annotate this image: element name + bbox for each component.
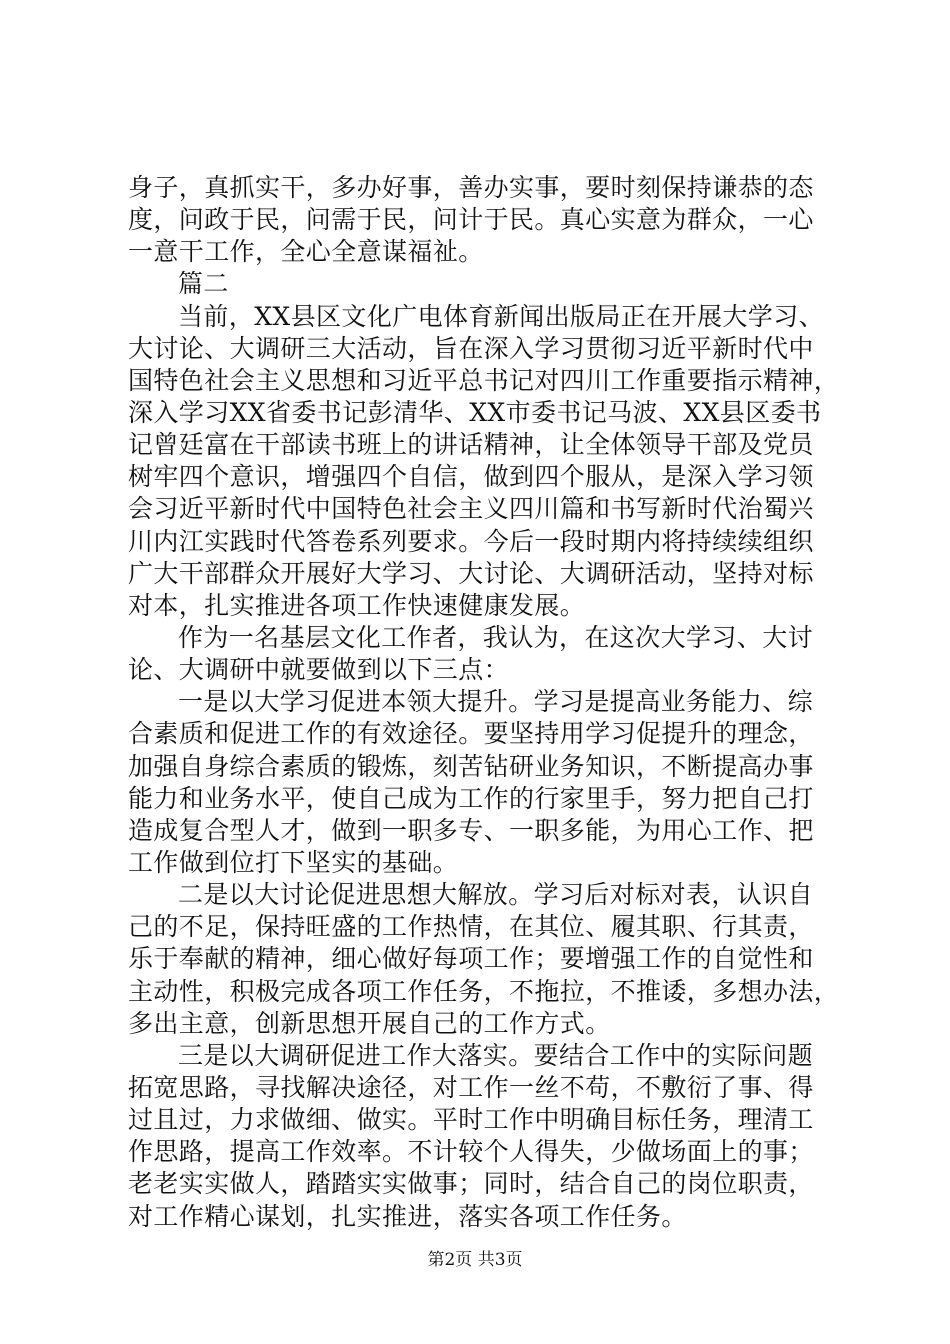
text-line: 对本，扎实推进各项工作快速健康发展。: [128, 590, 586, 620]
text-line: 身子，真抓实干，多办好事，善办实事，要时刻保持谦恭的态: [128, 173, 814, 202]
text-line: 工作做到位打下坚实的基础。: [128, 847, 459, 877]
text-line: 造成复合型人才，做到一职多专、一职多能，为用心工作、把: [128, 815, 814, 845]
text-line: 乐于奉献的精神，细心做好每项工作；要增强工作的自觉性和: [128, 944, 814, 974]
text-line: 一意干工作，全心全意谋福祉。: [128, 237, 484, 267]
text-line: 作为一名基层文化工作者，我认为，在这次大学习、大讨: [178, 622, 814, 652]
document-body: [128, 172, 840, 1233]
text-line: 会习近平新时代中国特色社会主义四川篇和书写新时代治蜀兴: [128, 494, 814, 524]
text-line: 川内江实践时代答卷系列要求。今后一段时期内将持续续组织: [128, 526, 814, 556]
text-line: 拓宽思路，寻找解决途径，对工作一丝不苟，不敷衍了事、得: [128, 1072, 814, 1102]
text-line: 大讨论、大调研三大活动，旨在深入学习贯彻习近平新时代中: [128, 333, 814, 363]
text-line: 多出主意，创新思想开展自己的工作方式。: [128, 1008, 611, 1038]
text-line: 深入学习XX省委书记彭清华、XX市委书记马波、XX县区委书: [128, 397, 822, 427]
text-line: 度，问政于民，问需于民，问计于民。真心实意为群众，一心: [128, 205, 814, 235]
text-line: 国特色社会主义思想和习近平总书记对四川工作重要指示精神，: [128, 365, 840, 395]
text-line: 老老实实做人，踏踏实实做事；同时，结合自己的岗位职责，: [128, 1169, 814, 1199]
text-line: 能力和业务水平，使自己成为工作的行家里手，努力把自己打: [128, 783, 814, 813]
text-line: 广大干部群众开展好大学习、大讨论、大调研活动，坚持对标: [128, 558, 814, 588]
text-line: 己的不足，保持旺盛的工作热情，在其位、履其职、行其责，: [128, 912, 814, 942]
text-line: 三是以大调研促进工作大落实。要结合工作中的实际问题: [178, 1040, 814, 1070]
text-line: 二是以大讨论促进思想大解放。学习后对标对表，认识自: [178, 880, 814, 910]
text-line: 对工作精心谋划，扎实推进，落实各项工作任务。: [128, 1201, 687, 1231]
text-line: 过且过，力求做细、做实。平时工作中明确目标任务，理清工: [128, 1105, 814, 1135]
section-heading: 篇二: [178, 269, 229, 299]
text-line: 记曾廷富在干部读书班上的讲话精神，让全体领导干部及党员: [128, 430, 814, 460]
text-line: 树牢四个意识，增强四个自信，做到四个服从，是深入学习领: [128, 462, 814, 492]
page-footer: [0, 1249, 950, 1271]
text-line: 论、大调研中就要做到以下三点：: [128, 655, 510, 685]
page-number-label: 第2页 共3页: [427, 1250, 523, 1270]
text-line: 合素质和促进工作的有效途径。要坚持用学习促提升的理念，: [128, 719, 814, 749]
text-line: 主动性，积极完成各项工作任务，不拖拉，不推诿，多想办法，: [128, 976, 840, 1006]
text-line: 加强自身综合素质的锻炼，刻苦钻研业务知识，不断提高办事: [128, 751, 814, 781]
text-line: 作思路，提高工作效率。不计较个人得失，少做场面上的事；: [128, 1137, 814, 1167]
text-line: 当前，XX县区文化广电体育新闻出版局正在开展大学习、: [178, 301, 824, 331]
text-line: 一是以大学习促进本领大提升。学习是提高业务能力、综: [178, 687, 814, 717]
